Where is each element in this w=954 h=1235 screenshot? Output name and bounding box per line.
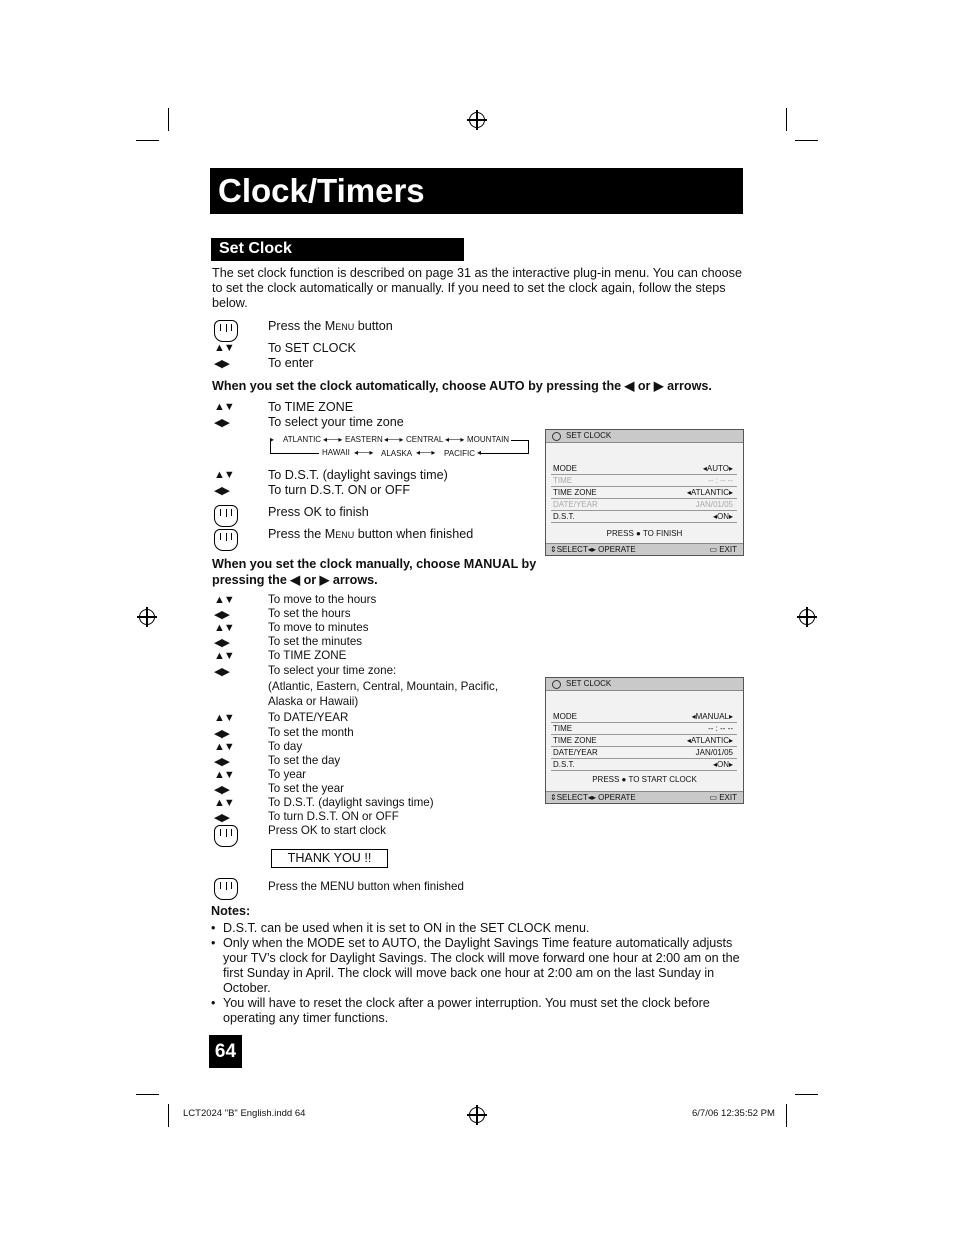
note-item: • D.S.T. can be used when it is set to ON in the SET CLOCK menu. <box>211 921 746 936</box>
osd-footer: ⇕SELECT◂▸ OPERATE ▭ EXIT <box>546 791 743 803</box>
left-right-arrow-icon: ◀▶ <box>214 637 229 649</box>
osd-press-hint: PRESS ● TO FINISH <box>606 529 683 538</box>
crop-mark <box>168 108 169 131</box>
osd-row-date-year: DATE/YEAR JAN/01/05 <box>551 499 737 511</box>
remote-hand-icon <box>214 878 238 900</box>
crop-mark <box>786 108 787 131</box>
page-title-bar <box>210 168 743 214</box>
osd-row-time-zone: TIME ZONE ◂ATLANTIC▸ <box>551 487 737 499</box>
manual-step: To TIME ZONE <box>268 649 347 662</box>
up-down-arrow-icon: ▲▼ <box>214 594 234 606</box>
manual-step: Press OK to start clock <box>268 824 386 837</box>
step-menu-finished: Press the Menu button when finished <box>268 527 474 541</box>
up-down-arrow-icon: ▲▼ <box>214 342 234 354</box>
up-down-arrow-icon: ▲▼ <box>214 622 234 634</box>
zone-eastern: EASTERN <box>345 435 383 444</box>
osd-set-clock-auto <box>545 429 744 556</box>
osd-footer: ⇕SELECT◂▸ OPERATE ▭ EXIT <box>546 543 743 555</box>
step-dst-toggle: To turn D.S.T. ON or OFF <box>268 483 411 497</box>
intro-paragraph: The set clock function is described on page 31 as the interactive plug-in menu. You can choose to set the clock automatically or manually. If you need to set the clock again, follow the steps below. <box>212 266 742 310</box>
notes-list <box>211 921 746 1026</box>
section-header <box>211 238 464 261</box>
left-right-arrow-icon: ◀▶ <box>214 358 229 370</box>
final-menu-step: Press the MENU button when finished <box>268 880 464 893</box>
osd-row-dst: D.S.T. ◂ON▸ <box>551 759 737 771</box>
page-number: 64 <box>209 1035 242 1068</box>
zone-mountain: MOUNTAIN <box>467 435 510 444</box>
zone-pacific: PACIFIC <box>444 449 475 458</box>
remote-hand-icon <box>214 825 238 847</box>
manual-step: To day <box>268 740 303 753</box>
manual-step: To move to the hours <box>268 593 377 606</box>
step-set-clock: To SET CLOCK <box>268 341 356 355</box>
manual-step: To set the day <box>268 754 341 767</box>
remote-hand-icon <box>214 505 238 527</box>
step-dst: To D.S.T. (daylight savings time) <box>268 468 448 482</box>
registration-mark-icon <box>469 112 485 128</box>
osd-row-time-zone: TIME ZONE ◂ATLANTIC▸ <box>551 735 737 747</box>
up-down-arrow-icon: ▲▼ <box>214 712 234 724</box>
osd-row-dst: D.S.T. ◂ON▸ <box>551 511 737 523</box>
clock-icon <box>552 680 561 689</box>
registration-mark-icon <box>469 1107 485 1123</box>
step-ok-finish: Press OK to finish <box>268 505 369 519</box>
osd-row-time: TIME -- : -- -- <box>551 723 737 735</box>
up-down-arrow-icon: ▲▼ <box>214 401 234 413</box>
osd-row-mode: MODE ◂AUTO▸ <box>551 463 737 475</box>
manual-step: Alaska or Hawaii) <box>268 695 359 708</box>
note-item: • Only when the MODE set to AUTO, the Daylight Savings Time feature automatically adjusts your TV’s clock for Daylight Savings. The clock will move forward one hour at 2:00 am on the first Sunday in April. The clock will move back one hour at 2:00 am on the last Sunday in October. <box>211 936 746 996</box>
osd-set-clock-manual <box>545 677 744 804</box>
step-select-zone: To select your time zone <box>268 415 404 429</box>
manual-heading-line1: When you set the clock manually, choose MANUAL by <box>212 557 537 571</box>
crop-mark <box>136 140 159 141</box>
manual-step: To set the hours <box>268 607 351 620</box>
left-right-arrow-icon: ◀▶ <box>214 417 229 429</box>
manual-step: To set the year <box>268 782 345 795</box>
crop-mark <box>786 1104 787 1127</box>
left-right-arrow-icon: ◀▶ <box>214 666 229 678</box>
zone-hawaii: HAWAII <box>322 448 350 457</box>
manual-step: To turn D.S.T. ON or OFF <box>268 810 399 823</box>
crop-mark <box>136 1094 159 1095</box>
osd-header: SET CLOCK <box>566 431 612 440</box>
page-title: Clock/Timers <box>218 172 425 209</box>
manual-step: To year <box>268 768 307 781</box>
left-right-arrow-icon: ◀▶ <box>214 756 229 768</box>
osd-header: SET CLOCK <box>566 679 612 688</box>
crop-mark <box>795 140 818 141</box>
remote-hand-icon <box>214 320 238 342</box>
registration-mark-icon <box>799 609 815 625</box>
step-enter: To enter <box>268 356 314 370</box>
left-right-arrow-icon: ◀▶ <box>214 728 229 740</box>
note-item: • You will have to reset the clock after a power interruption. You must set the clock before operating any timer functions. <box>211 996 746 1026</box>
manual-step: To DATE/YEAR <box>268 711 349 724</box>
left-right-arrow-icon: ◀▶ <box>214 812 229 824</box>
auto-heading: When you set the clock automatically, choose AUTO by pressing the ◀ or ▶ arrows. <box>212 379 712 393</box>
manual-step: To set the minutes <box>268 635 363 648</box>
remote-hand-icon <box>214 529 238 551</box>
osd-row-time: TIME -- : -- -- <box>551 475 737 487</box>
manual-step: To select your time zone: <box>268 664 397 677</box>
left-right-arrow-icon: ◀▶ <box>214 609 229 621</box>
section-title: Set Clock <box>219 240 292 257</box>
step-time-zone: To TIME ZONE <box>268 400 354 414</box>
zone-central: CENTRAL <box>406 435 444 444</box>
up-down-arrow-icon: ▲▼ <box>214 797 234 809</box>
left-right-arrow-icon: ◀▶ <box>214 485 229 497</box>
osd-row-date-year: DATE/YEAR JAN/01/05 <box>551 747 737 759</box>
crop-mark <box>168 1104 169 1127</box>
zone-atlantic: ATLANTIC <box>283 435 322 444</box>
slug-date: 6/7/06 12:35:52 PM <box>692 1108 775 1119</box>
manual-heading-line2: pressing the ◀ or ▶ arrows. <box>212 573 378 587</box>
up-down-arrow-icon: ▲▼ <box>214 650 234 662</box>
osd-row-mode: MODE ◂MANUAL▸ <box>551 711 737 723</box>
manual-step: To D.S.T. (daylight savings time) <box>268 796 434 809</box>
slug-file: LCT2024 "B" English.indd 64 <box>183 1108 306 1119</box>
manual-step: To move to minutes <box>268 621 369 634</box>
osd-press-hint: PRESS ● TO START CLOCK <box>592 775 697 784</box>
up-down-arrow-icon: ▲▼ <box>214 741 234 753</box>
manual-step: To set the month <box>268 726 354 739</box>
up-down-arrow-icon: ▲▼ <box>214 769 234 781</box>
clock-icon <box>552 432 561 441</box>
step-menu: Press the Menu button <box>268 319 393 333</box>
left-right-arrow-icon: ◀▶ <box>214 784 229 796</box>
registration-mark-icon <box>139 609 155 625</box>
manual-step: (Atlantic, Eastern, Central, Mountain, Pacific, <box>268 680 499 693</box>
up-down-arrow-icon: ▲▼ <box>214 469 234 481</box>
zone-alaska: ALASKA <box>381 449 413 458</box>
crop-mark <box>795 1094 818 1095</box>
notes-title: Notes: <box>211 904 251 918</box>
thank-you-display: THANK YOU !! <box>271 849 388 868</box>
